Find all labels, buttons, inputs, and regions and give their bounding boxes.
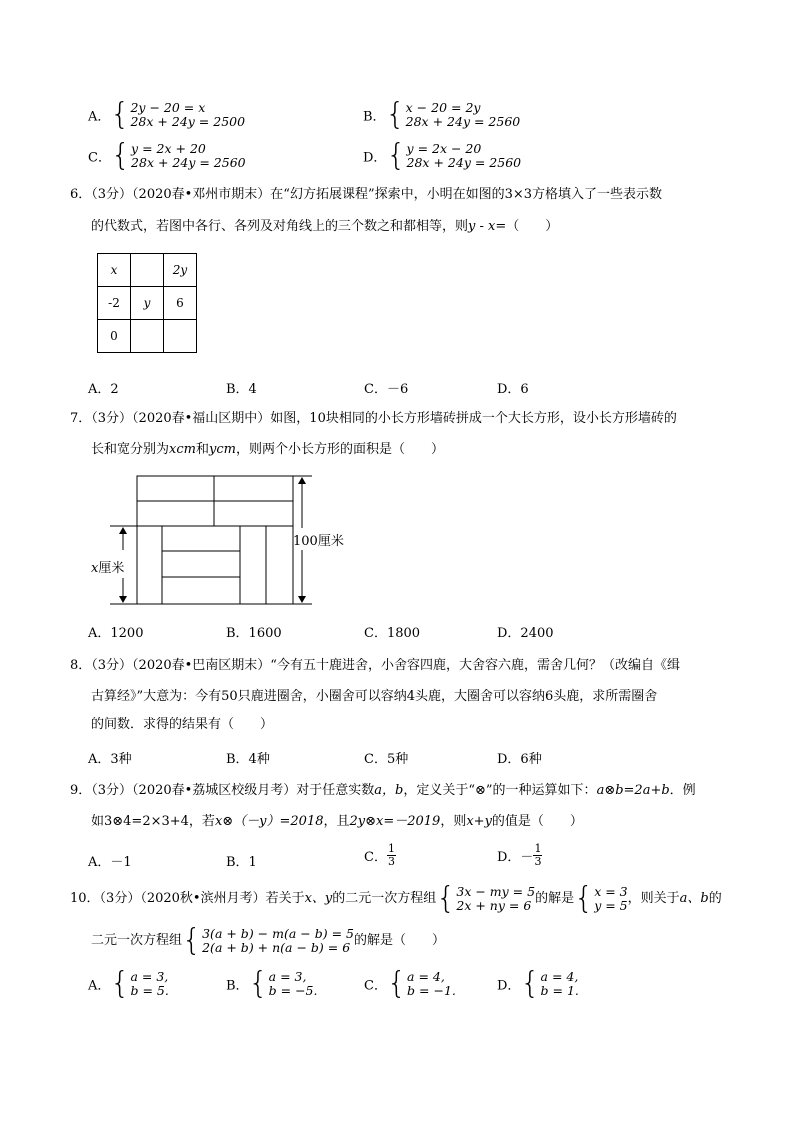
q5-option-c: C． { y = 2x + 20 28x + 24y = 2560 [88, 138, 246, 173]
variable: xcm [169, 442, 196, 457]
q10-line1: 10．（3分）（2020秋•滨州月考）若关于x、y的二元一次方程组 { 3x − my = 5 2x + ny = 6 的解是 { x = 3 y = 5 ，则关于a、b的 [70, 881, 722, 916]
option-label: B． [363, 109, 386, 125]
solution-system: { x = 3 y = 5 [574, 881, 628, 916]
text: ，则两个小长方形的面积是（ ） [235, 442, 444, 457]
q7-option-d: D．2400 [497, 626, 554, 641]
variable: ycm [208, 442, 236, 457]
q10-option-b: B． { a = 3, b = −5. [226, 966, 318, 1001]
grid-cell: 2y [164, 254, 197, 287]
equation-system: { 3x − my = 5 2x + ny = 6 [436, 881, 536, 916]
q6-option-b: B．4 [226, 382, 257, 397]
arrow-head [119, 596, 127, 603]
q10-option-d: D． { a = 4, b = 1. [497, 966, 579, 1001]
equation: 28x + 24y = 2560 [131, 155, 246, 170]
q9-option-d: D．－ $\frac{1}{3}$ [497, 842, 542, 868]
left-dimension-label: x厘米 [91, 561, 125, 576]
q6-option-c: C．－6 [364, 382, 409, 397]
grid-cell: y [131, 287, 164, 320]
equation: 2y − 20 = x [130, 100, 206, 115]
expression: y - x [468, 219, 496, 234]
right-dimension-label: 100厘米 [293, 534, 344, 549]
q7-line2 [91, 441, 444, 459]
text: 长和宽分别为 [91, 442, 170, 457]
q7-line1: 7．（3分）（2020春•福山区期中）如图，10块相同的小长方形墙砖拼成一个大长方形，设小长方形墙砖的 [70, 411, 677, 426]
equation: 28x + 24y = 2500 [130, 114, 246, 129]
q8-line3: 的间数．求得的结果有（ ） [91, 717, 274, 732]
text: 和 [195, 442, 209, 457]
q8-option-d: D．6种 [497, 752, 542, 767]
q9-line2: 如3⊗4=2×3+4，若x⊗（－y）=2018，且2y⊗x=－2019，则x+y的值是（ ） [91, 814, 583, 829]
fraction: $\frac{1}{3}$ [387, 842, 395, 868]
q8-option-b: B．4种 [226, 752, 270, 767]
fraction: $\frac{1}{3}$ [534, 842, 542, 868]
q6-option-d: D．6 [497, 382, 529, 397]
equation: x − 20 = 2y [405, 100, 481, 115]
q8-line1: 8．（3分）（2020春•巴南区期末）“今有五十鹿进舍，小舍容四鹿，大舍容六鹿，需舍几何？（改编自《缉 [70, 658, 680, 673]
q8-line2: 古算经》”大意为：今有50只鹿进圈舍，小圈舍可以容纳4头鹿，大圈舍可以容纳6头鹿，求所需圈舍 [91, 689, 658, 704]
q6-line2 [91, 218, 558, 236]
grid-cell [164, 320, 197, 353]
q9-option-a: A．－1 [88, 855, 132, 870]
equation: y = 2x − 20 [406, 141, 482, 156]
q10-option-a: A． { a = 3, b = 5. [88, 966, 169, 1001]
q10-option-c: C． { a = 4, b = −1. [364, 966, 456, 1001]
q6-line1: 6．（3分）（2020春•邓州市期末）在“幻方拓展课程”探索中，小明在如图的3×3方格填入了一些表示数 [70, 187, 663, 202]
q9-line1: 9．（3分）（2020春•荔城区校级月考）对于任意实数a，b，定义关于“⊗”的一种运算如下：a⊗b=2a+b．例 [70, 783, 696, 798]
brick [137, 526, 293, 604]
grid-cell: 0 [98, 320, 131, 353]
q7-option-c: C．1800 [364, 626, 421, 641]
q7-option-a: A．1200 [88, 626, 144, 641]
arrow-head [119, 527, 127, 534]
grid-cell: x [98, 254, 131, 287]
grid-cell [131, 254, 164, 287]
q10-line2: 二元一次方程组 { 3(a + b) − m(a − b) = 5 2(a + b) + n(a − b) = 6 的解是（ ） [91, 923, 445, 958]
grid-cell [131, 320, 164, 353]
equation-system: { 3(a + b) − m(a − b) = 5 2(a + b) + n(a − b) = 6 [182, 923, 354, 958]
equation: 28x + 24y = 2560 [406, 155, 522, 170]
q9-option-c: C． $\frac{1}{3}$ [364, 842, 395, 868]
grid-cell: -2 [98, 287, 131, 320]
grid-cell: 6 [164, 287, 197, 320]
equation: y = 2x + 20 [131, 141, 206, 156]
text: 的代数式，若图中各行、各列及对角线上的三个数之和都相等，则 [91, 219, 469, 234]
equation: 28x + 24y = 2560 [405, 114, 521, 129]
text: =（ ） [495, 219, 559, 234]
q5-option-a: A． { 2y − 20 = x 28x + 24y = 2500 [88, 97, 246, 132]
q5-option-b: B． { x − 20 = 2y 28x + 24y = 2560 [363, 97, 521, 132]
q9-option-b: B．1 [226, 855, 257, 870]
q6-option-a: A．2 [88, 382, 119, 397]
arrow-head [298, 596, 306, 603]
q7-option-b: B．1600 [226, 626, 282, 641]
magic-square-grid [97, 253, 197, 353]
arrow-head [298, 477, 306, 484]
option-label: A． [88, 109, 111, 125]
option-label: D． [363, 150, 387, 166]
q8-option-c: C．5种 [364, 752, 409, 767]
q5-option-d: D． { y = 2x − 20 28x + 24y = 2560 [363, 138, 522, 173]
option-label: C． [88, 150, 111, 166]
q8-option-a: A．3种 [88, 752, 132, 767]
